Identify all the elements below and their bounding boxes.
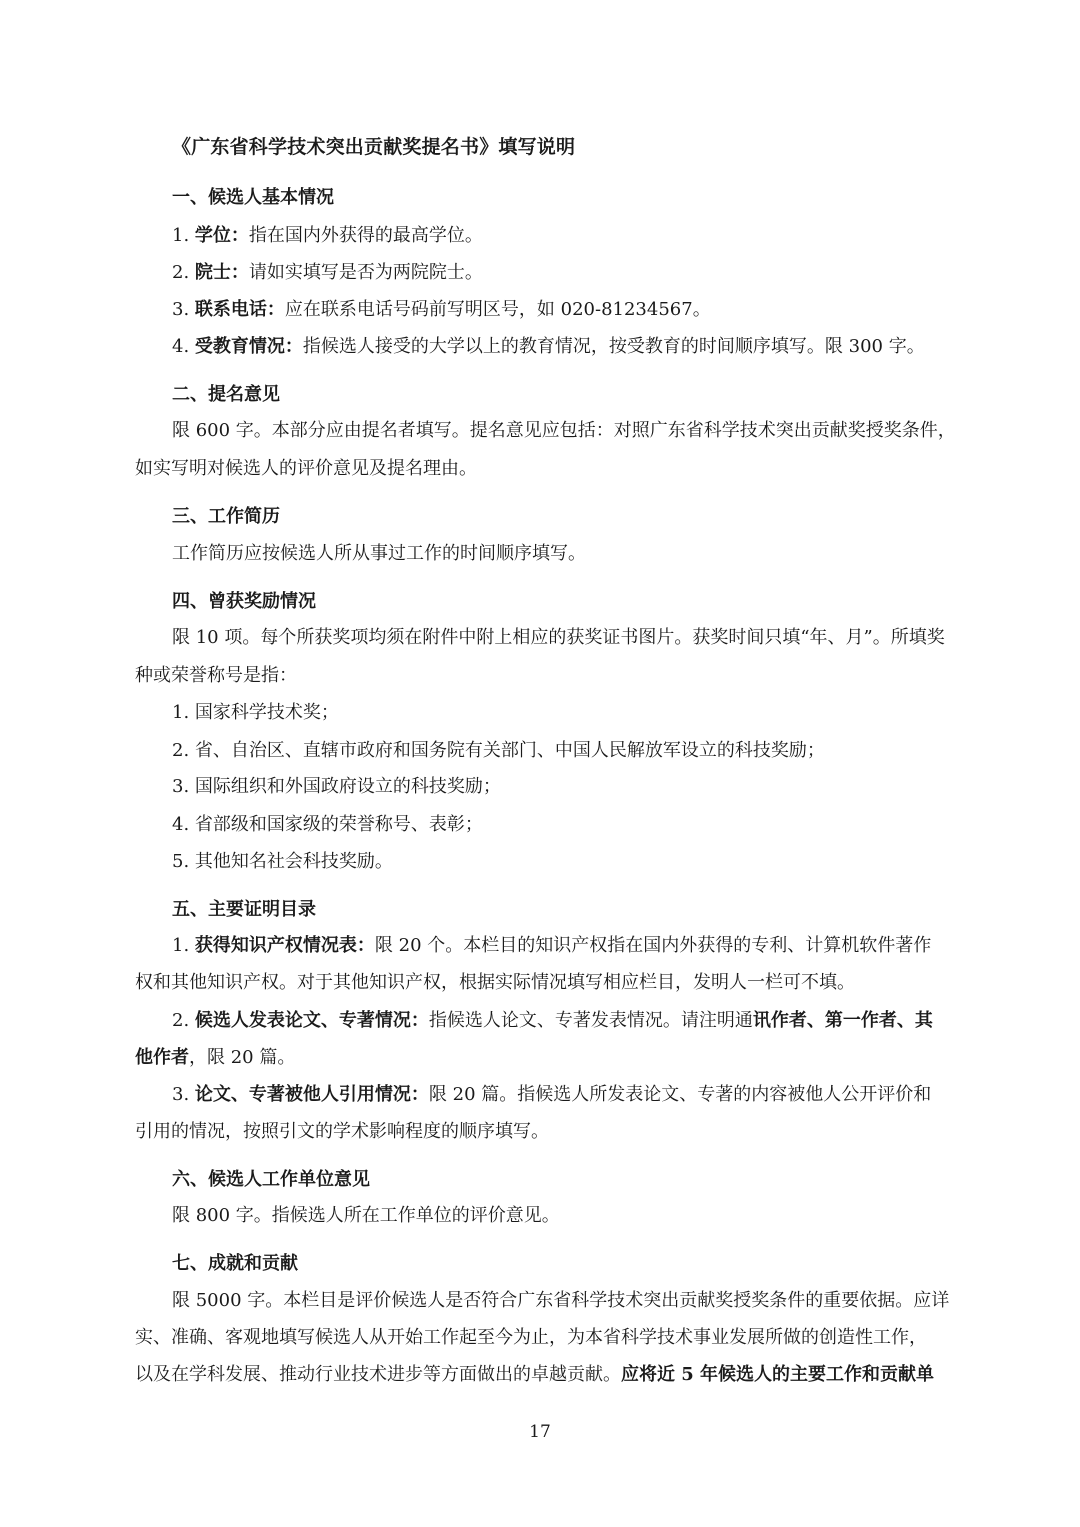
paragraph-line: 限 600 字。本部分应由提名者填写。提名意见应包括：对照广东省科学技术突出贡献奖授奖条件， [172,420,956,441]
list-item [172,258,483,284]
item-text: 指候选人接受的大学以上的教育情况，按受教育的时间顺序填写。限 300 字。 [302,336,925,357]
section-heading-nomination-opinion: 二、提名意见 [172,384,280,405]
list-item [172,931,931,957]
item-label: 论文、专著被他人引用情况： [194,1084,429,1105]
paragraph-line: 引用的情况，按照引文的学术影响程度的顺序填写。 [135,1121,549,1142]
item-label: 联系电话： [194,299,285,320]
item-text: 限 20 篇。指候选人所发表论文、专著的内容被他人公开评价和 [428,1084,932,1105]
section-heading-employer-opinion: 六、候选人工作单位意见 [172,1169,370,1190]
paragraph-line: 权和其他知识产权。对于其他知识产权，根据实际情况填写相应栏目，发明人一栏可不填。 [135,972,855,993]
list-item: 5. 其他知名社会科技奖励。 [172,851,393,872]
list-item: 3. 国际组织和外国政府设立的科技奖励； [172,776,501,797]
item-label: 学位： [194,225,249,246]
list-item [172,332,925,358]
paragraph-line: 种或荣誉称号是指： [135,665,297,686]
paragraph-line: 限 800 字。指候选人所在工作单位的评价意见。 [172,1205,560,1226]
item-number: 1. [172,935,190,956]
item-label: 受教育情况： [194,336,303,357]
section-heading-proof-list: 五、主要证明目录 [172,899,316,920]
list-item [172,1006,933,1032]
paragraph-line: 实、准确、客观地填写候选人从开始工作起至今为止，为本省科学技术事业发展所做的创造性工作， [135,1327,927,1348]
item-text: 限 20 个。本栏目的知识产权指在国内外获得的专利、计算机软件著作 [374,935,932,956]
list-item: 1. 国家科学技术奖； [172,702,339,723]
paragraph-line: 如实写明对候选人的评价意见及提名理由。 [135,458,477,479]
item-number: 3. [172,1084,190,1105]
item-text: 指候选人论文、专著发表情况。请注明通 [428,1010,753,1031]
paragraph-line: 工作简历应按候选人所从事过工作的时间顺序填写。 [172,543,586,564]
paragraph-line [135,1043,295,1069]
page-number: 17 [529,1422,551,1442]
list-item [172,295,711,321]
item-bold-text: 应将近 5 年候选人的主要工作和贡献单 [621,1364,935,1385]
document-title: 《广东省科学技术突出贡献奖提名书》填写说明 [172,136,576,158]
section-heading-achievements: 七、成就和贡献 [172,1253,298,1274]
item-label: 获得知识产权情况表： [194,935,375,956]
item-number: 1. [172,225,190,246]
item-text: 以及在学科发展、推动行业技术进步等方面做出的卓越贡献。 [135,1364,621,1385]
item-text: 指在国内外获得的最高学位。 [248,225,483,246]
item-number: 4. [172,336,190,357]
item-number: 3. [172,299,190,320]
paragraph-line: 限 5000 字。本栏目是评价候选人是否符合广东省科学技术突出贡献奖授奖条件的重要依据。应详 [172,1290,950,1311]
item-number: 2. [172,262,190,283]
list-item [172,221,483,247]
item-text: ，限 20 篇。 [189,1047,296,1068]
section-heading-awards: 四、曾获奖励情况 [172,591,316,612]
list-item: 2. 省、自治区、直辖市政府和国务院有关部门、中国人民解放军设立的科技奖励； [172,740,825,761]
item-label: 候选人发表论文、专著情况： [194,1010,429,1031]
item-number: 2. [172,1010,190,1031]
item-text: 请如实填写是否为两院院士。 [248,262,483,283]
item-bold-text: 他作者 [135,1047,189,1068]
item-text: 应在联系电话号码前写明区号，如 020-81234567。 [284,299,711,320]
list-item: 4. 省部级和国家级的荣誉称号、表彰； [172,814,483,835]
item-bold-text: 讯作者、第一作者、其 [752,1010,933,1031]
paragraph-line: 限 10 项。每个所获奖项均须在附件中附上相应的获奖证书图片。获奖时间只填“年、月”。所填奖 [172,627,945,648]
section-heading-work-history: 三、工作简历 [172,506,280,527]
section-heading-basic-info: 一、候选人基本情况 [172,187,334,208]
paragraph-line [135,1360,934,1386]
item-label: 院士： [194,262,249,283]
list-item [172,1080,931,1106]
